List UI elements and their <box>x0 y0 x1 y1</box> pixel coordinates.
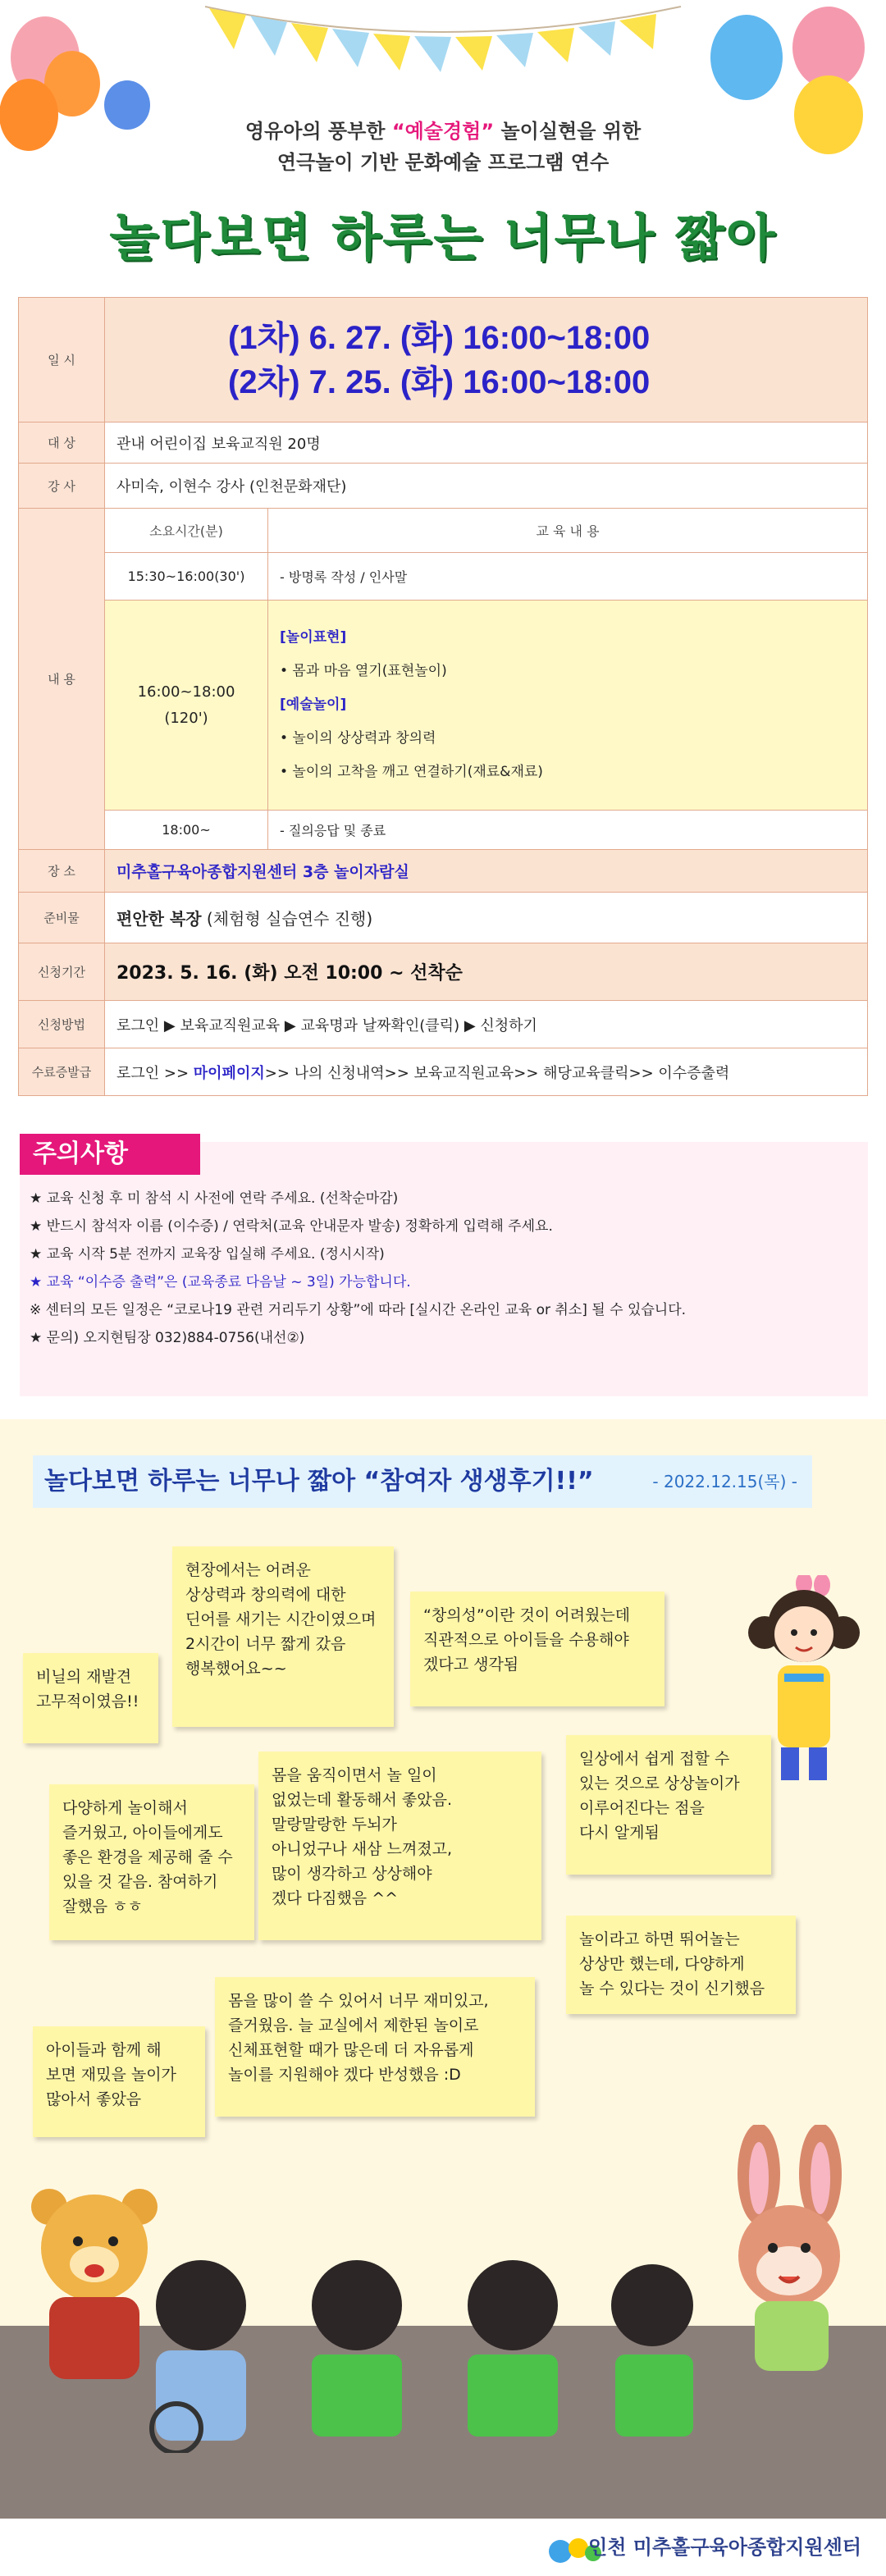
flag-icon <box>332 29 369 67</box>
balloon-icon <box>710 15 783 100</box>
place-label: 장 소 <box>19 850 105 893</box>
main-time-cell <box>105 601 268 811</box>
review-note: 아이들과 함께 해 보면 재밌을 놀이가 많아서 좋았음 <box>33 2026 205 2137</box>
content-label: 내 용 <box>19 509 105 850</box>
caution-item: ★ 교육 “이수증 출력”은 (교육종료 다음날 ~ 3일) 가능합니다. <box>30 1274 411 1290</box>
flag-icon <box>291 23 328 62</box>
target-value: 관내 어린이집 보육교직원 20명 <box>105 422 868 464</box>
main-content-cell <box>268 601 868 811</box>
reviews-section <box>0 1419 886 2519</box>
children-illustration <box>139 2256 697 2453</box>
caution-item: ※ 센터의 모든 일정은 “코로나19 관련 거리두기 상황”에 따라 [실시간 온라인 교육 or 취소] 될 수 있습니다. <box>30 1302 687 1318</box>
review-note: 몸을 움직이면서 놀 일이 없었는데 활동해서 좋았음. 말랑말랑한 두뇌가 아니었구나 새삼 느껴졌고, 많이 생각하고 상상해야 겠다 다짐했음 ^^ <box>258 1752 541 1940</box>
bunny-illustration <box>697 2125 878 2371</box>
teacher-illustration <box>738 1575 870 1788</box>
header <box>0 0 886 295</box>
col-time-header: 소요시간(분) <box>105 509 268 553</box>
date-line-1: (1차) 6. 27. (화) 16:00~18:00 <box>228 319 651 356</box>
tag-play-expression: [놀이표현] <box>280 629 347 646</box>
lecturer-value: 사미숙, 이현수 강사 (인천문화재단) <box>105 464 868 509</box>
review-note: 비닐의 재발견 고무적이였음!! <box>23 1653 158 1743</box>
date-cell <box>105 298 868 422</box>
place-value: 미추홀구육아종합지원센터 3층 놀이자람실 <box>105 850 868 893</box>
col-content-header: 교 육 내 용 <box>268 509 868 553</box>
flag-icon <box>496 33 533 67</box>
subtitle-line-1: 영유아의 풍부한 “예술경험” 놀이실현을 위한 <box>244 120 642 143</box>
prep-value: 편안한 복장 (체험형 실습연수 진행) <box>105 893 868 943</box>
flag-icon <box>373 34 410 71</box>
main-item: • 놀이의 고착을 깨고 연결하기(재료&재료) <box>280 764 543 780</box>
main-duration: (120') <box>164 709 208 727</box>
review-note: “창의성”이란 것이 어려웠는데 직관적으로 아이들을 수용해야 겠다고 생각됨 <box>410 1592 664 1706</box>
footer <box>0 2519 886 2576</box>
lecturer-label: 강 사 <box>19 464 105 509</box>
review-note: 현장에서는 어려운 상상력과 창의력에 대한 딘어를 새기는 시간이였으며 2시간이 너무 짧게 갔음 행복했어요~~ <box>172 1546 394 1727</box>
review-note: 다양하게 놀이해서 즐거웠고, 아이들에게도 좋은 환경을 제공해 줄 수 있을 것 같음. 참여하기 잘했음 ㅎㅎ <box>49 1784 254 1940</box>
reviews-banner <box>33 1455 812 1508</box>
footer-org-name: 인천 미추홀구육아종합지원센터 <box>588 2536 861 2559</box>
reviews-title: 놀다보면 하루는 너무나 짧아 “참여자 생생후기!!” <box>44 1467 594 1496</box>
row-content: - 질의응답 및 종료 <box>268 811 868 850</box>
subtitle-line-2: 연극놀이 기반 문화예술 프로그램 연수 <box>276 151 610 174</box>
flag-icon <box>250 16 287 56</box>
caution-item: ★ 문의) 오지현팀장 032)884-0756(내선②) <box>30 1330 305 1346</box>
flag-icon <box>537 28 574 62</box>
row-time: 15:30~16:00(30') <box>105 553 268 601</box>
review-note: 일상에서 쉽게 접할 수 있는 것으로 상상놀이가 이루어진다는 점을 다시 알게됨 <box>566 1735 771 1875</box>
page-title: 놀다보면 하루는 너무나 짧아 <box>109 208 777 267</box>
period-value: 2023. 5. 16. (화) 오전 10:00 ~ 선착순 <box>105 943 868 1001</box>
flag-icon <box>414 36 451 72</box>
main-item: • 몸과 마음 열기(표현놀이) <box>280 663 447 679</box>
caution-item: ★ 교육 시작 5분 전까지 교육장 입실해 주세요. (정시시작) <box>30 1246 385 1263</box>
cert-label: 수료증발급 <box>19 1048 105 1096</box>
main-item: • 놀이의 상상력과 창의력 <box>280 730 436 747</box>
caution-list <box>30 1185 858 1352</box>
tag-art-play: [예술놀이] <box>280 697 347 713</box>
period-label: 신청기간 <box>19 943 105 1001</box>
caution-item: ★ 반드시 참석자 이름 (이수증) / 연락처(교육 안내문자 발송) 정확하게 입력해 주세요. <box>30 1218 553 1235</box>
prep-label: 준비물 <box>19 893 105 943</box>
cert-value: 로그인 >> 마이페이지>> 나의 신청내역>> 보육교직원교육>> 해당교육클릭>> 이수증출력 <box>105 1048 868 1096</box>
method-label: 신청방법 <box>19 1001 105 1048</box>
review-note: 몸을 많이 쓸 수 있어서 너무 재미있고, 즐거웠음. 늘 교실에서 제한된 놀이로 신체표현할 때가 많은데 더 자유롭게 놀이를 지원해야 겠다 반성했음 :D <box>215 1977 535 2117</box>
reviews-date: - 2022.12.15(목) - <box>652 1472 797 1491</box>
date-line-2: (2차) 7. 25. (화) 16:00~18:00 <box>228 363 651 400</box>
date-label: 일 시 <box>19 298 105 422</box>
caution-section <box>20 1142 868 1396</box>
review-note: 놀이라고 하면 뛰어놀는 상상만 했는데, 다양하게 놀 수 있다는 것이 신기했음 <box>566 1916 796 2014</box>
target-label: 대 상 <box>19 422 105 464</box>
method-value: 로그인 ▶ 보육교직원교육 ▶ 교육명과 날짜확인(클릭) ▶ 신청하기 <box>105 1001 868 1048</box>
info-table <box>18 297 868 1096</box>
main-time: 16:00~18:00 <box>137 683 235 701</box>
row-content: - 방명록 작성 / 인사말 <box>268 553 868 601</box>
row-time: 18:00~ <box>105 811 268 850</box>
flag-icon <box>209 8 246 49</box>
flag-icon <box>619 14 656 49</box>
flag-icon <box>455 36 492 71</box>
caution-item: ★ 교육 신청 후 미 참석 시 사전에 연락 주세요. (선착순마감) <box>30 1190 399 1207</box>
caution-heading: 주의사항 <box>20 1134 200 1175</box>
flag-icon <box>578 21 615 56</box>
